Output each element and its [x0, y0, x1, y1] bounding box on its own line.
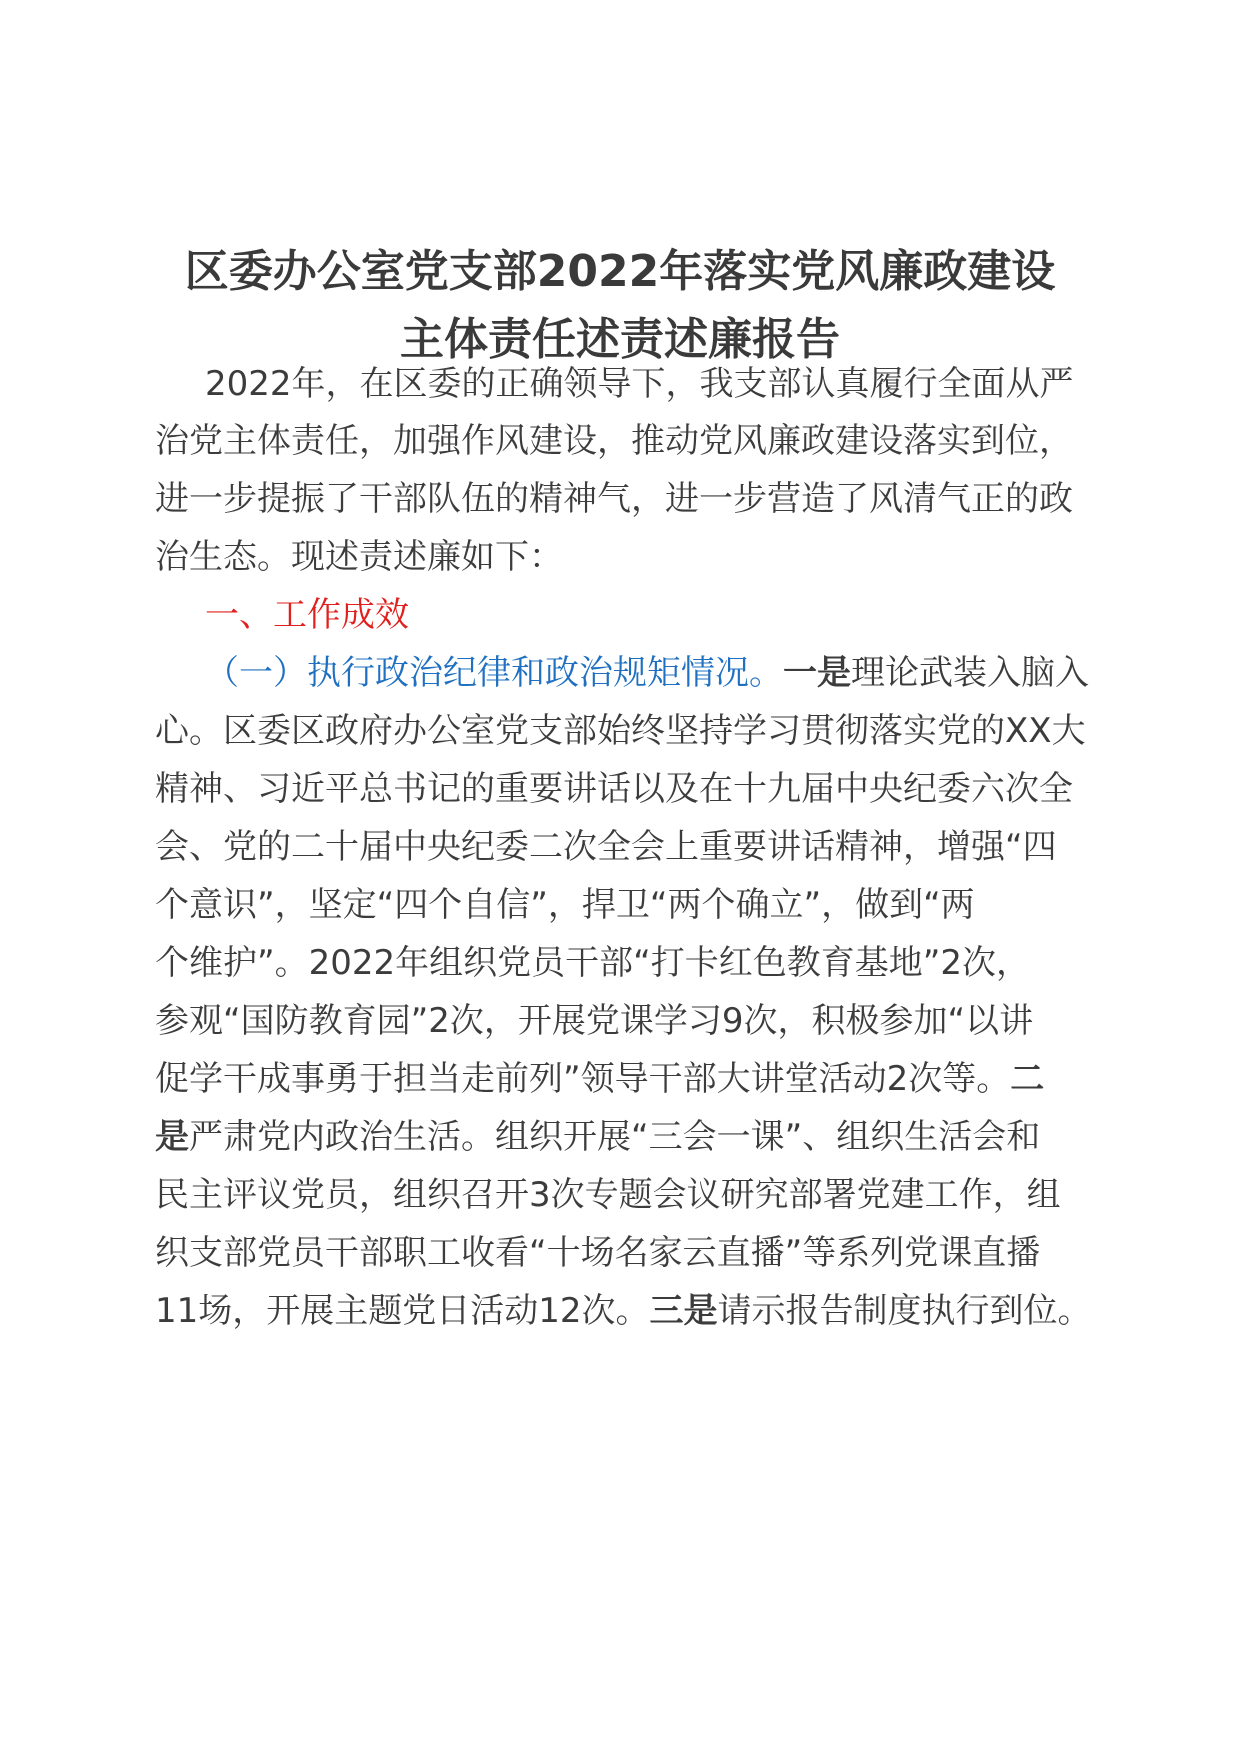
body-text: 理论武装入脑入 [851, 653, 1089, 693]
intro-line: 2022年，在区委的正确领导下，我支部认真履行全面从严 [205, 364, 1074, 404]
point-three-label: 三是 [649, 1291, 718, 1331]
intro-line: 治党主体责任，加强作风建设，推动党风廉政建设落实到位， [155, 421, 1073, 461]
body-line: 个维护”。2022年组织党员干部“打卡红色教育基地”2次， [155, 943, 1031, 983]
body-text: 请示报告制度执行到位。 [717, 1291, 1092, 1331]
point-two-label: 是 [155, 1117, 189, 1157]
body-text: 促学干成事勇于担当走前列”领导干部大讲堂活动2次等。 [155, 1059, 1011, 1099]
body-line: 民主评议党员，组织召开3次专题会议研究部署党建工作，组 [155, 1175, 1061, 1215]
document-title-line-1: 区委办公室党支部2022年落实党风廉政建设 [184, 246, 1056, 297]
point-two-label: 二 [1010, 1059, 1045, 1099]
body-text: 11场，开展主题党日活动12次。 [155, 1291, 650, 1331]
body-line: 心。区委区政府办公室党支部始终坚持学习贯彻落实党的XX大 [155, 711, 1086, 751]
body-line [155, 1117, 1041, 1157]
body-line: 精神、习近平总书记的重要讲话以及在十九届中央纪委六次全 [155, 769, 1073, 809]
body-line: 织支部党员干部职工收看“十场名家云直播”等系列党课直播 [155, 1233, 1041, 1273]
point-one-label: 一是 [783, 653, 851, 693]
intro-line: 进一步提振了干部队伍的精神气，进一步营造了风清气正的政 [155, 479, 1073, 519]
body-line [155, 1291, 1092, 1331]
body-line [155, 1059, 1045, 1099]
subsection-heading: （一）执行政治纪律和政治规矩情况。 [205, 653, 783, 693]
intro-line: 治生态。现述责述廉如下： [155, 537, 563, 577]
section-heading: 一、工作成效 [205, 595, 409, 635]
body-text: 严肃党内政治生活。组织开展“三会一课”、组织生活会和 [189, 1117, 1041, 1157]
subsection-first-line [205, 653, 1089, 693]
body-line: 个意识”，坚定“四个自信”，捍卫“两个确立”，做到“两 [155, 885, 975, 925]
body-line: 参观“国防教育园”2次，开展党课学习9次，积极参加“以讲 [155, 1001, 1034, 1041]
body-line: 会、党的二十届中央纪委二次全会上重要讲话精神，增强“四 [155, 827, 1057, 867]
document-title-line-2: 主体责任述责述廉报告 [400, 314, 840, 365]
